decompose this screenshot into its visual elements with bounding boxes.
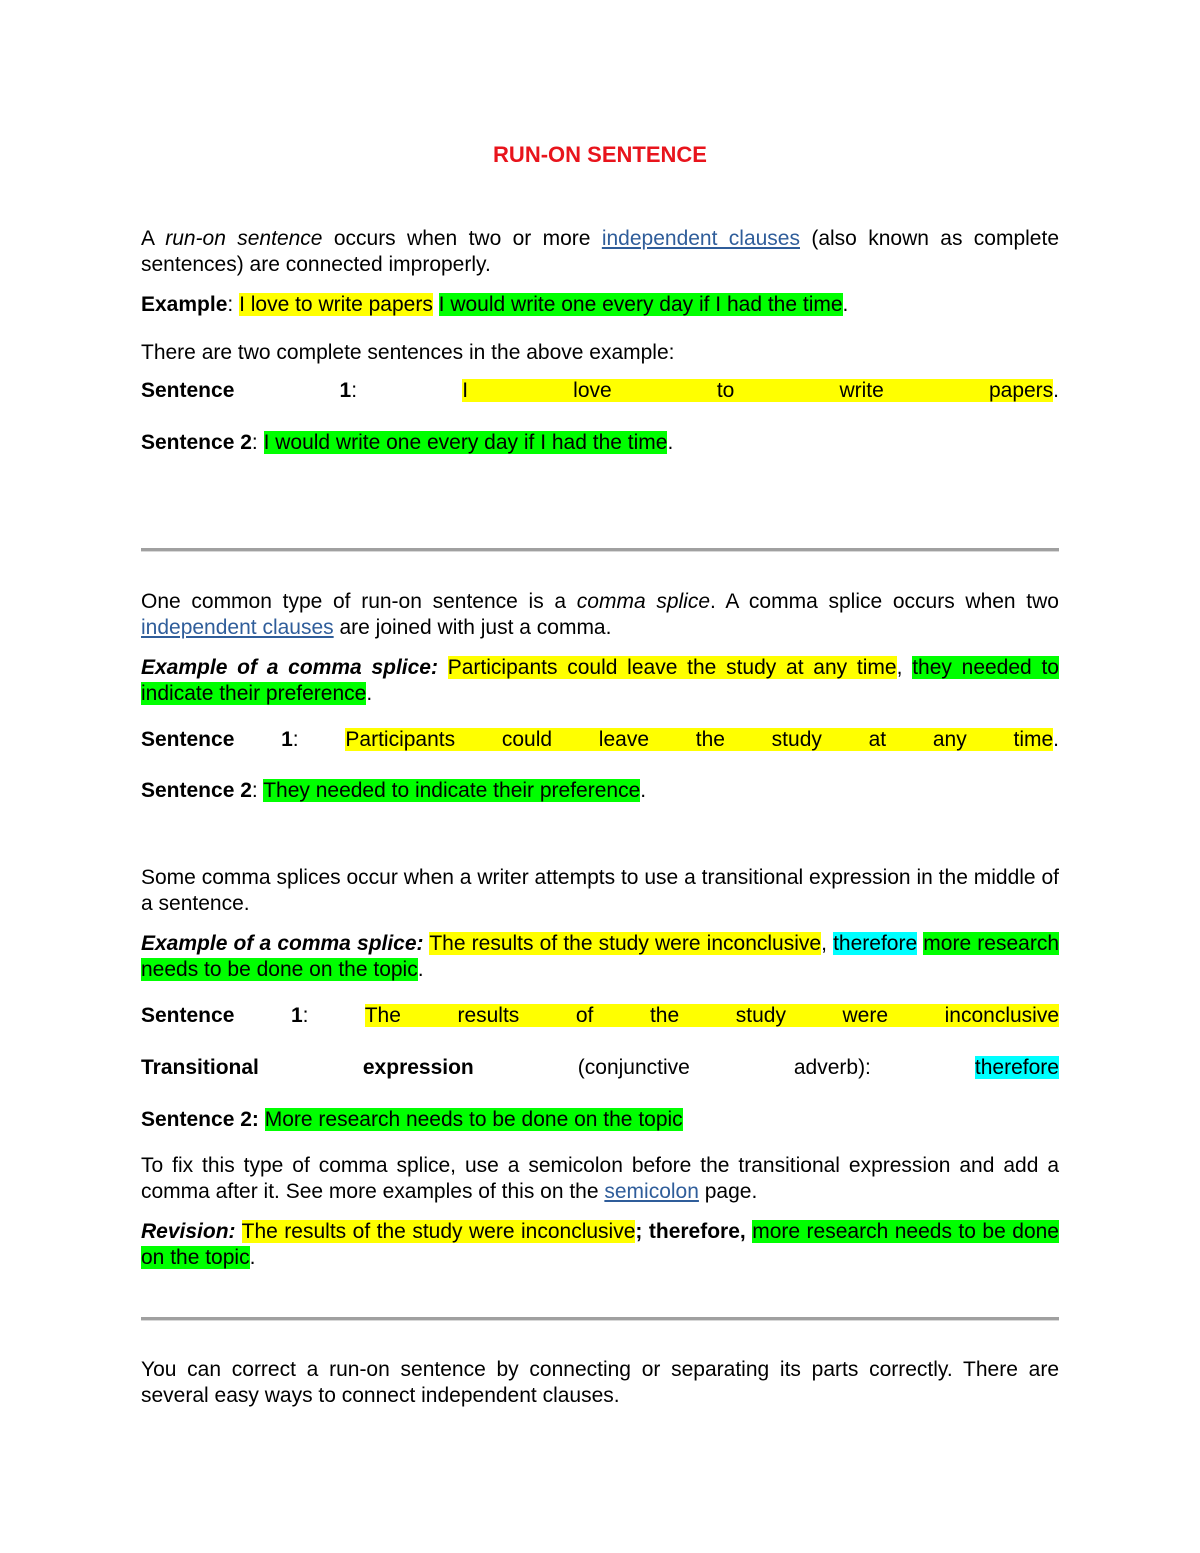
example-3-part-3: more research needs to be done on the topic (141, 932, 1059, 981)
comma-splice-term: comma splice (576, 590, 711, 613)
revision-part-2: more research needs to be done on the topic (141, 1220, 1059, 1269)
independent-clauses-link[interactable]: independent clauses (141, 616, 334, 639)
example-1: Example: I love to write papers I would write one every day if I had the time. (141, 293, 849, 316)
independent-clauses-link[interactable]: independent clauses (601, 227, 800, 250)
example-comma-splice-label: Example of a comma splice: (141, 932, 424, 955)
sentence-1-label: Sentence 1 (141, 728, 293, 751)
transitional-expression-line: Transitional expression (conjunctive adverb): therefore (141, 1056, 1059, 1079)
example-1-part-2: I would write one every day if I had the time (438, 293, 843, 316)
sentence-1-label: Sentence 1 (141, 379, 352, 402)
page-title: RUN-ON SENTENCE (493, 142, 707, 167)
sentence-2-b-text: They needed to indicate their preference (263, 779, 641, 802)
transitional-expression-text: therefore (974, 1056, 1059, 1079)
fix-paragraph: To fix this type of comma splice, use a semicolon before the transitional expression and add a comma after it. See more examples of this on the semicolon page. (141, 1154, 1059, 1203)
sentence-2-a-text: I would write one every day if I had the time (263, 431, 668, 454)
sentence-1-b: Sentence 1: Participants could leave the study at any time. (141, 728, 1059, 751)
sentence-1-c-text: The results of the study were inconclusive (364, 1004, 1060, 1027)
comma-splice-intro: One common type of run-on sentence is a comma splice. A comma splice occurs when two independent clauses are joined with just a comma. (141, 590, 1059, 639)
sentence-2-b: Sentence 2: They needed to indicate their preference. (141, 779, 647, 802)
example-2-part-2: they needed to indicate their preference (141, 656, 1059, 705)
transitional-intro: Some comma splices occur when a writer attempts to use a transitional expression in the middle of a sentence. (141, 866, 1059, 915)
horizontal-divider (141, 1317, 1059, 1321)
example-comma-splice-label: Example of a comma splice: (141, 656, 438, 679)
example-2-part-1: Participants could leave the study at any time (447, 656, 897, 679)
example-1-part-1: I love to write papers (239, 293, 433, 316)
sentence-1-c: Sentence 1: The results of the study were inconclusive (141, 1004, 1060, 1027)
sentence-2-label: Sentence 2: (141, 1108, 259, 1131)
semicolon-link[interactable]: semicolon (604, 1180, 699, 1203)
example-2: Example of a comma splice: Participants could leave the study at any time, they needed to indicate their preference. (141, 656, 1059, 705)
transitional-expression-label: Transitional expression (141, 1056, 474, 1079)
sentence-1-label: Sentence 1 (141, 1004, 303, 1027)
example-3-transition: therefore (833, 932, 918, 955)
example-3: Example of a comma splice: The results of the study were inconclusive, therefore more research needs to be done on the topic. (141, 932, 1059, 981)
sentence-2-label: Sentence 2 (141, 779, 252, 802)
revision-transition: ; therefore, (635, 1220, 753, 1243)
sentence-2-a: Sentence 2: I would write one every day if I had the time. (141, 431, 674, 454)
revision-label: Revision: (141, 1220, 236, 1243)
sentence-2-c-text: More research needs to be done on the topic (264, 1108, 683, 1131)
revision-part-1: The results of the study were inconclusive (241, 1220, 636, 1243)
example-3-part-1: The results of the study were inconclusive (429, 932, 822, 955)
two-sentences-note: There are two complete sentences in the above example: (141, 341, 675, 364)
sentence-1-a-text: I love to write papers (462, 379, 1054, 402)
closing-paragraph: You can correct a run-on sentence by connecting or separating its parts correctly. There are several easy ways to connect independent clauses. (141, 1358, 1059, 1407)
intro-paragraph: A run-on sentence occurs when two or more independent clauses (also known as complete sentences) are connected improperly. (141, 227, 1059, 276)
sentence-2-c (141, 1107, 1059, 1133)
revision: Revision: The results of the study were inconclusive; therefore, more research needs to be done on the topic. (141, 1220, 1059, 1269)
sentence-1-b-text: Participants could leave the study at any time (345, 728, 1054, 751)
example-label: Example (141, 293, 228, 316)
horizontal-divider (141, 548, 1059, 552)
run-on-term: run-on sentence (165, 227, 323, 250)
sentence-2-label: Sentence 2 (141, 431, 252, 454)
sentence-1-a: Sentence 1: I love to write papers. (141, 379, 1060, 402)
